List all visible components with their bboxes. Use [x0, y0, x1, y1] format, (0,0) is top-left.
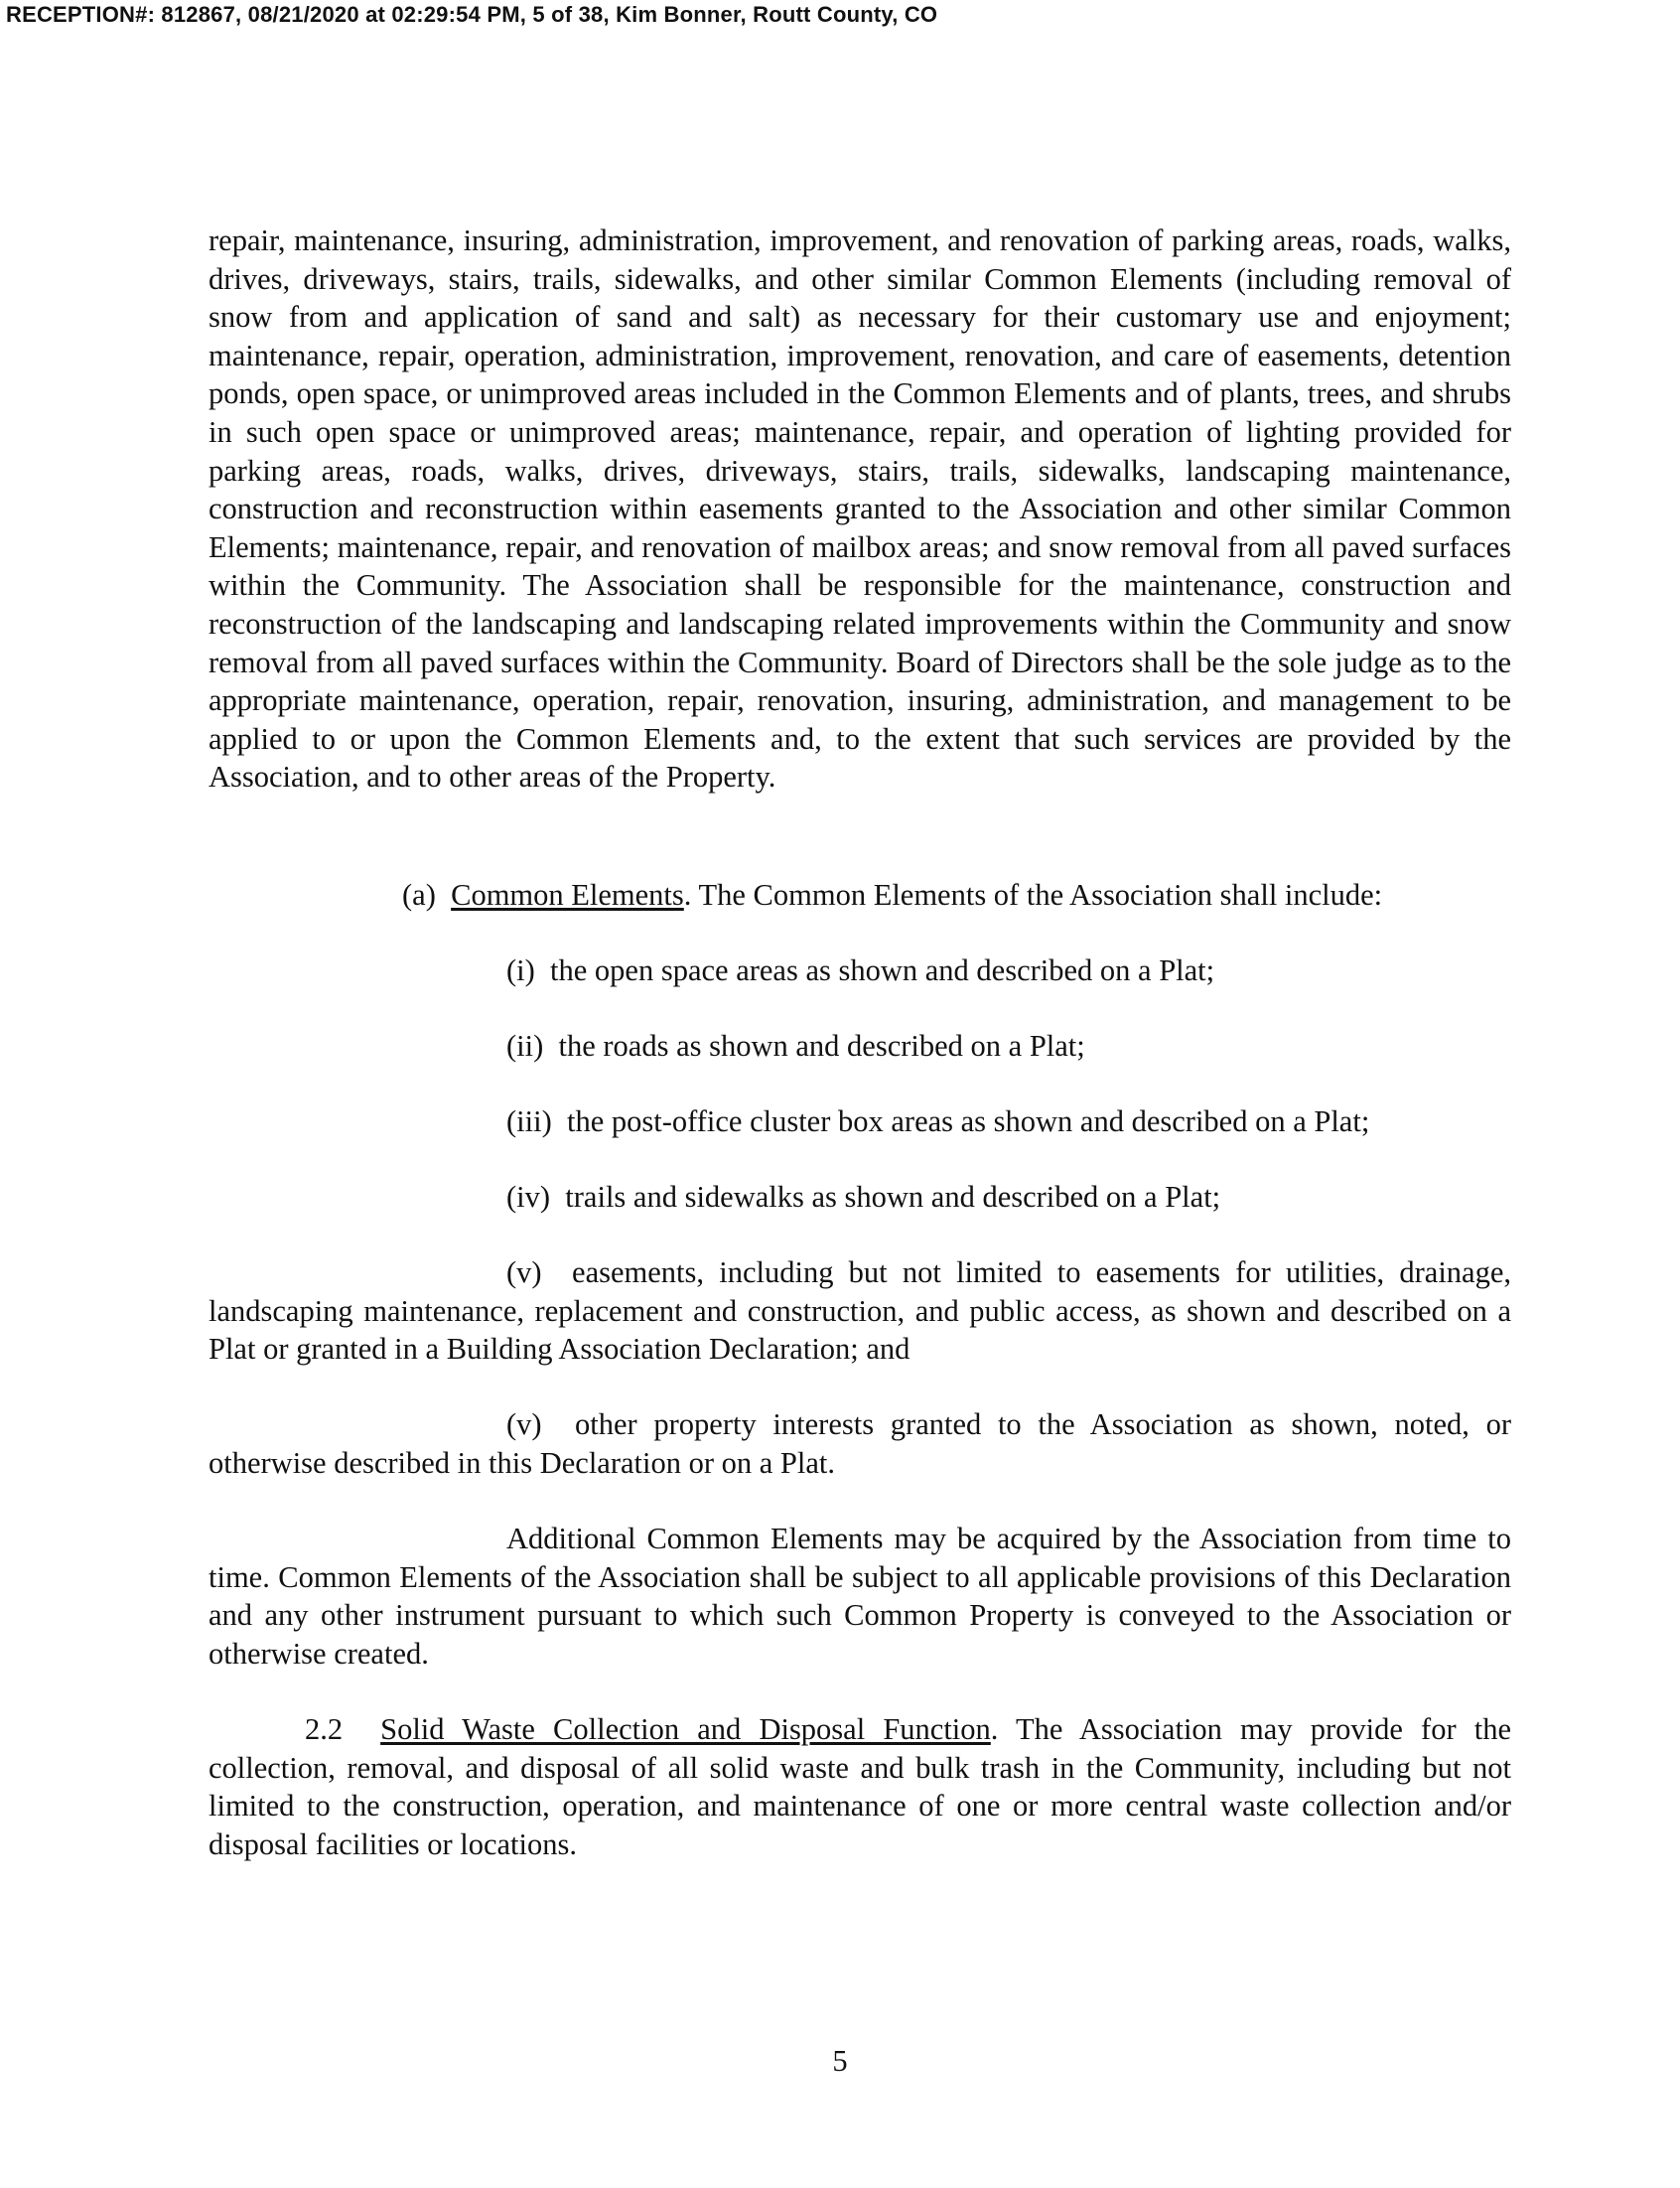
list-item-iii	[506, 1102, 1369, 1141]
list-item-marker: (v)	[506, 1407, 542, 1441]
list-item-text: the open space areas as shown and described on a Plat;	[550, 953, 1215, 987]
list-item-marker: (iv)	[506, 1180, 551, 1214]
section-2-2-paragraph	[209, 1710, 1511, 1863]
list-item-iv	[506, 1178, 1220, 1217]
list-item-ii	[506, 1027, 1085, 1066]
page-number: 5	[832, 2044, 848, 2078]
section-2-2-text: . The Association may provide for the collection, removal, and disposal of all solid waste and bulk trash in the Community, including but not limited to the construction, operation, and maintenance of one or more central waste collection and/or disposal facilities or locations.	[209, 1712, 1512, 1861]
list-item-v-easements	[209, 1253, 1511, 1369]
list-item-text: the roads as shown and described on a Plat;	[558, 1029, 1085, 1063]
section-a-text: . The Common Elements of the Association shall include:	[683, 878, 1383, 912]
additional-common-elements-paragraph: Additional Common Elements may be acquired by the Association from time to time. Common Elements of the Association shall be subject to all applicable provisions of this Declaration and any other instrument pursuant to which such Common Property is conveyed to the Association or otherwise created.	[209, 1522, 1511, 1671]
list-item-text: easements, including but not limited to easements for utilities, drainage, landscaping maintenance, replacement and construction, and public access, as shown and described on a Plat or granted in a Building Association Declaration; and	[209, 1255, 1512, 1367]
reception-stamp: RECEPTION#: 812867, 08/21/2020 at 02:29:54 PM, 5 of 38, Kim Bonner, Routt County, CO	[6, 2, 938, 27]
list-item-marker: (i)	[506, 953, 535, 987]
list-item-text: the post-office cluster box areas as shown and described on a Plat;	[567, 1104, 1370, 1138]
section-a-heading	[402, 876, 1382, 915]
list-item-marker: (ii)	[506, 1029, 544, 1063]
section-2-2-title: Solid Waste Collection and Disposal Function	[380, 1712, 991, 1746]
list-item-i	[506, 951, 1214, 990]
section-2-2-number: 2.2	[305, 1712, 344, 1746]
section-a-title: Common Elements	[451, 878, 684, 912]
list-item-marker: (v)	[506, 1255, 542, 1289]
list-item-text: other property interests granted to the Association as shown, noted, or otherwise described in this Declaration or on a Plat.	[209, 1407, 1512, 1480]
list-item-marker: (iii)	[506, 1104, 552, 1138]
intro-paragraph: repair, maintenance, insuring, administration, improvement, and renovation of parking areas, roads, walks, drives, driveways, stairs, trails, sidewalks, and other similar Common Elements (including removal of snow from and application of sand and salt) as necessary for their customary use and enjoyment; maintenance, repair, operation, administration, improvement, renovation, and care of easements, detention ponds, open space, or unimproved areas included in the Common Elements and of plants, trees, and shrubs in such open space or unimproved areas; maintenance, repair, and operation of lighting provided for parking areas, roads, walks, drives, driveways, stairs, trails, sidewalks, landscaping maintenance, construction and reconstruction within easements granted to the Association and other similar Common Elements; maintenance, repair, and renovation of mailbox areas; and snow removal from all paved surfaces within the Community. The Association shall be responsible for the maintenance, construction and reconstruction of the landscaping and landscaping related improvements within the Community and snow removal from all paved surfaces within the Community. Board of Directors shall be the sole judge as to the appropriate maintenance, operation, repair, renovation, insuring, administration, and management to be applied to or upon the Common Elements and, to the extent that such services are provided by the Association, and to other areas of the Property.	[209, 223, 1511, 795]
section-a-marker: (a)	[402, 878, 436, 912]
list-item-text: trails and sidewalks as shown and described on a Plat;	[565, 1180, 1221, 1214]
list-item-v-other-interests	[209, 1405, 1511, 1482]
